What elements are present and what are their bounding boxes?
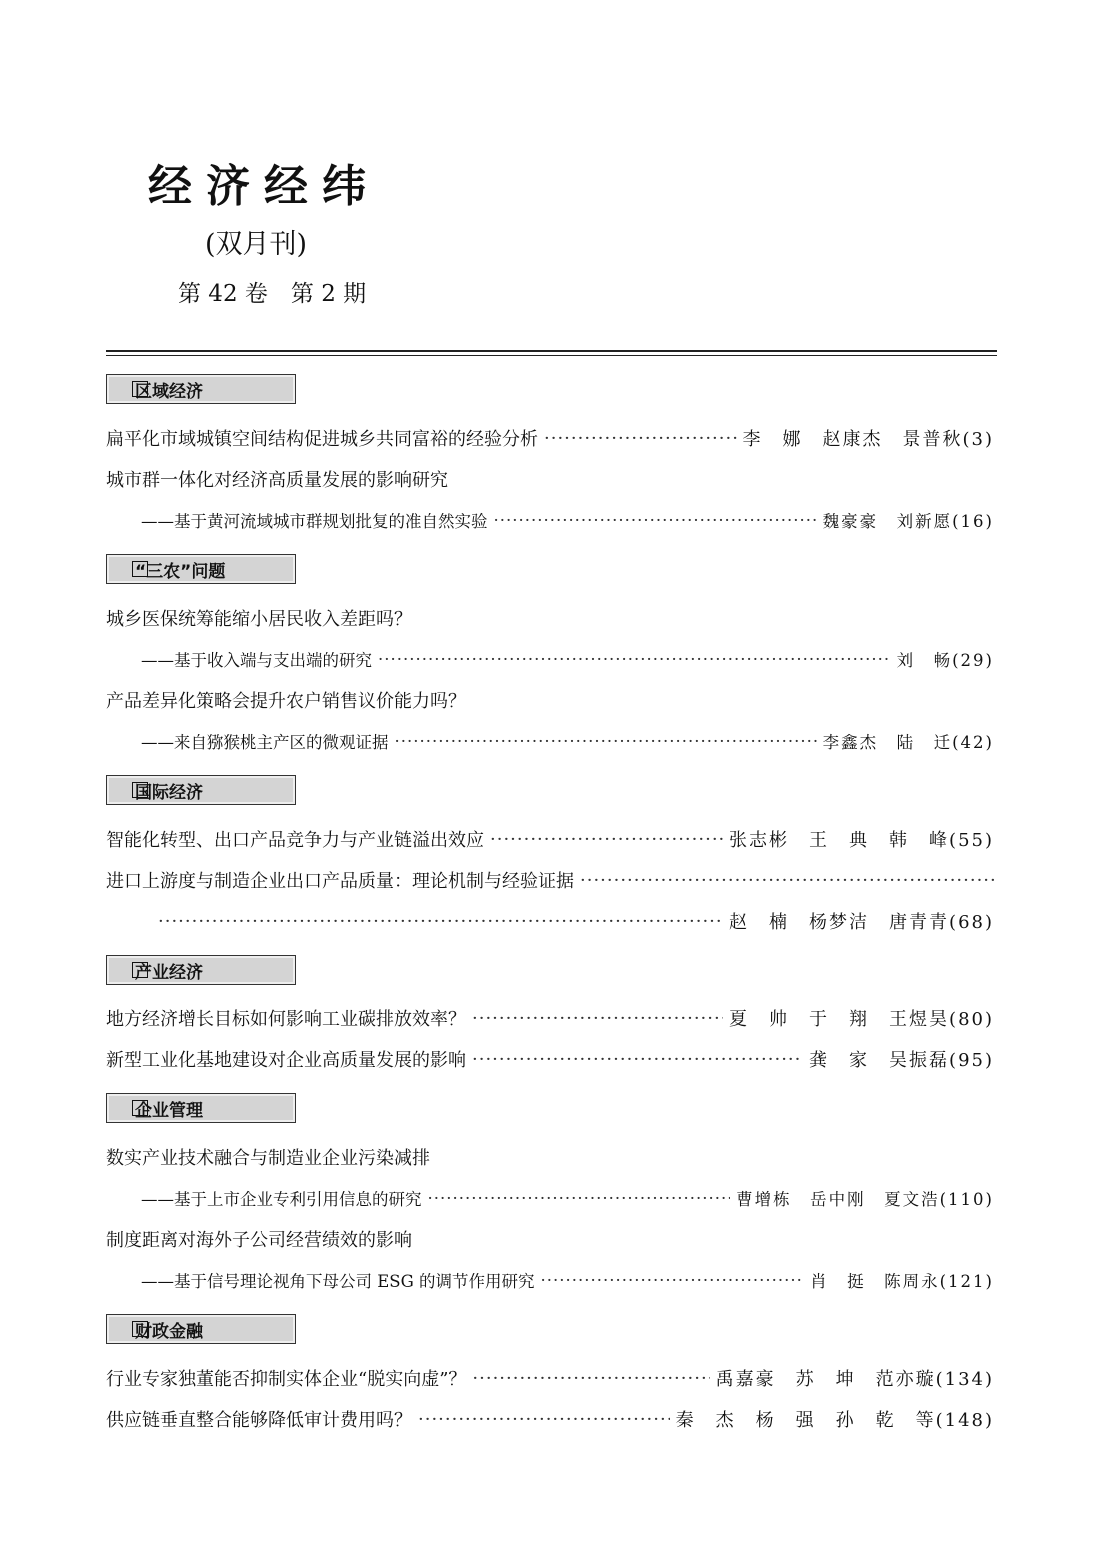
article-authors-page: 魏豪豪 刘新愿(16) — [822, 512, 994, 531]
toc-entry[interactable] — [106, 825, 994, 853]
leader-dots — [418, 1409, 670, 1430]
article-title: 新型工业化基地建设对企业高质量发展的影响 — [106, 1050, 466, 1071]
article-subtitle: ——基于信号理论视角下母公司 ESG 的调节作用研究 — [141, 1272, 535, 1291]
article-title: 制度距离对海外子公司经营绩效的影响 — [106, 1230, 412, 1251]
leader-dots — [472, 1008, 723, 1029]
toc-entry[interactable] — [106, 686, 994, 714]
leader-dots — [544, 428, 737, 449]
article-subtitle: ——基于收入端与支出端的研究 — [141, 651, 372, 670]
toc-entry-subtitle[interactable] — [141, 1184, 994, 1212]
leader-dots — [395, 732, 817, 751]
toc-entry[interactable] — [106, 1364, 994, 1392]
article-title: 地方经济增长目标如何影响工业碳排放效率？ — [106, 1009, 466, 1030]
toc-entry[interactable] — [106, 424, 994, 452]
leader-dots — [490, 829, 723, 850]
header-rule-thin — [106, 355, 997, 356]
article-authors-page: 赵 楠 杨梦洁 唐青青(68) — [729, 912, 994, 933]
journal-frequency: (双月刊) — [205, 229, 308, 260]
article-authors-page: 刘 畅(29) — [896, 651, 994, 670]
leader-dots — [158, 911, 723, 932]
toc-entry-continuation[interactable] — [158, 907, 994, 935]
leader-dots — [428, 1189, 731, 1208]
article-authors-page: 夏 帅 于 翔 王煜昊(80) — [729, 1009, 994, 1030]
toc-entry[interactable] — [106, 866, 994, 894]
article-title: 产品差异化策略会提升农户销售议价能力吗？ — [106, 691, 466, 712]
checkbox-square-icon — [132, 381, 148, 397]
article-authors-page: 张志彬 王 典 韩 峰(55) — [729, 830, 994, 851]
journal-title: 经济经纬 — [148, 161, 380, 212]
section-label: 国际经济 — [135, 782, 203, 803]
section-label: 区域经济 — [135, 381, 203, 402]
article-title: 行业专家独董能否抑制实体企业“脱实向虚”？ — [106, 1369, 467, 1390]
checkbox-square-icon — [132, 1321, 148, 1337]
toc-entry-subtitle[interactable] — [141, 645, 994, 673]
article-authors-page: 秦 杰 杨 强 孙 乾 等(148) — [675, 1410, 994, 1431]
article-subtitle: ——基于上市企业专利引用信息的研究 — [141, 1190, 422, 1209]
section-label: 企业管理 — [135, 1100, 203, 1121]
section-label: “三农”问题 — [135, 561, 226, 582]
article-subtitle: ——基于黄河流域城市群规划批复的准自然实验 — [141, 512, 488, 531]
article-title: 供应链垂直整合能够降低审计费用吗？ — [106, 1410, 412, 1431]
section-label: 产业经济 — [135, 962, 203, 983]
header-rule-thick — [106, 350, 997, 352]
leader-dots — [580, 870, 994, 891]
toc-entry[interactable] — [106, 1405, 994, 1433]
leader-dots — [472, 1368, 709, 1389]
article-title: 数实产业技术融合与制造业企业污染减排 — [106, 1148, 430, 1169]
checkbox-square-icon — [132, 782, 148, 798]
toc-entry[interactable] — [106, 1045, 994, 1073]
leader-dots — [378, 650, 891, 669]
toc-entry[interactable] — [106, 1004, 994, 1032]
checkbox-square-icon — [132, 561, 148, 577]
toc-entry[interactable] — [106, 465, 994, 493]
article-title: 进口上游度与制造企业出口产品质量：理论机制与经验证据 — [106, 871, 574, 892]
article-title: 扁平化市域城镇空间结构促进城乡共同富裕的经验分析 — [106, 429, 538, 450]
article-authors-page: 禹嘉豪 苏 坤 范亦璇(134) — [715, 1369, 994, 1390]
toc-entry[interactable] — [106, 604, 994, 632]
checkbox-square-icon — [132, 1100, 148, 1116]
volume-issue: 第 42 卷 第 2 期 — [178, 281, 367, 307]
article-authors-page: 曹增栋 岳中刚 夏文浩(110) — [736, 1190, 994, 1209]
article-title: 城市群一体化对经济高质量发展的影响研究 — [106, 470, 448, 491]
article-authors-page: 龚 家 吴振磊(95) — [809, 1050, 994, 1071]
article-authors-page: 李鑫杰 陆 迁(42) — [822, 733, 994, 752]
article-title: 城乡医保统筹能缩小居民收入差距吗？ — [106, 609, 412, 630]
leader-dots — [541, 1271, 805, 1290]
article-authors-page: 肖 挺 陈周永(121) — [810, 1272, 994, 1291]
leader-dots — [494, 511, 817, 530]
toc-entry-subtitle[interactable] — [141, 1266, 994, 1294]
article-title: 智能化转型、出口产品竞争力与产业链溢出效应 — [106, 830, 484, 851]
section-label: 财政金融 — [135, 1321, 203, 1342]
checkbox-square-icon — [132, 962, 148, 978]
article-subtitle: ——来自猕猴桃主产区的微观证据 — [141, 733, 389, 752]
toc-entry-subtitle[interactable] — [141, 506, 994, 534]
toc-entry[interactable] — [106, 1143, 994, 1171]
article-authors-page: 李 娜 赵康杰 景普秋(3) — [742, 429, 994, 450]
toc-entry[interactable] — [106, 1225, 994, 1253]
leader-dots — [472, 1049, 803, 1070]
toc-entry-subtitle[interactable] — [141, 727, 994, 755]
